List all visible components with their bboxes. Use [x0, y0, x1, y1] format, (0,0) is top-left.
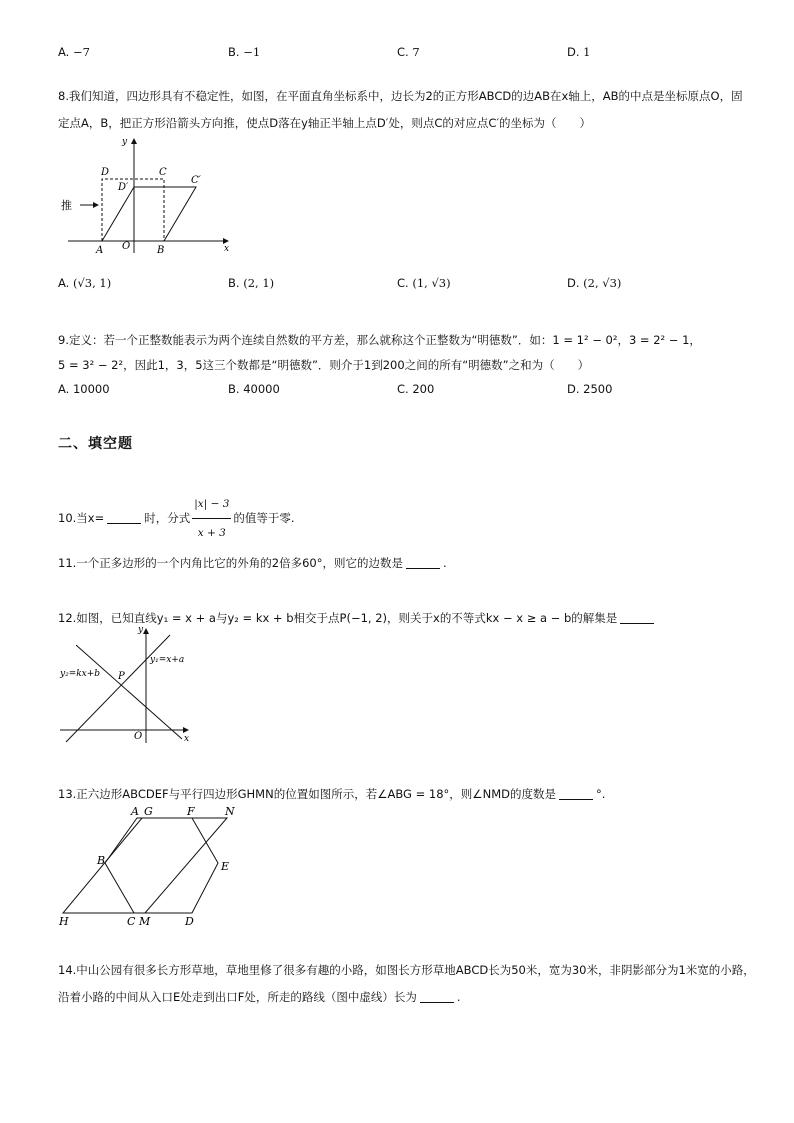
q13-figure [55, 803, 240, 928]
svg-text:F: F [187, 805, 195, 818]
q13-hexagon [105, 818, 218, 913]
svg-text:O: O [134, 731, 143, 742]
svg-text:N: N [225, 805, 235, 818]
q9-text-line1: 9.定义：若一个正整数能表示为两个连续自然数的平方差，那么就称这个正整数为“明德数”．如：1 = 1² − 0²，3 = 2² − 1， [58, 333, 701, 347]
q7-option-d[interactable]: D. 1 [567, 45, 591, 59]
q8-option-c[interactable]: C. (1, √3) [397, 276, 451, 290]
svg-text:B: B [97, 854, 106, 867]
svg-text:B: B [157, 245, 165, 256]
q12-line-y1 [66, 635, 170, 742]
q9-option-a[interactable]: A. 10000 [58, 382, 110, 396]
q9-option-b[interactable]: B. 40000 [228, 382, 280, 396]
q8-option-a[interactable]: A. (√3, 1) [58, 276, 112, 290]
q9-text-line2: 5 = 3² − 2²，因此1，3，5这三个数都是“明德数”．则介于1到200之间的所有“明德数”之和为（ ） [58, 358, 590, 372]
q11-answer-blank[interactable] [406, 556, 440, 569]
q10-fraction: $\frac{|x| - 3}{x + 3}$ [192, 490, 231, 547]
q13-text: 13.正六边形ABCDEF与平行四边形GHMN的位置如图所示，若∠ABG = 18°，则∠NMD的度数是 °. [58, 787, 606, 801]
q7-option-c[interactable]: C. 7 [397, 45, 420, 59]
svg-text:C: C [127, 915, 136, 928]
svg-text:C: C [159, 167, 167, 178]
svg-text:G: G [144, 805, 153, 818]
svg-text:y: y [122, 137, 128, 147]
svg-text:D: D [185, 915, 194, 928]
q12-figure [58, 625, 193, 745]
q7-option-a[interactable]: A. −7 [58, 45, 90, 59]
svg-text:y: y [138, 625, 144, 635]
q14-text-line1: 14.中山公园有很多长方形草地，草地里修了很多有趣的小路，如图长方形草地ABCD长为50米，宽为30米，非阴影部分为1米宽的小路， [58, 963, 755, 977]
svg-text:x: x [184, 734, 190, 744]
svg-text:M: M [139, 915, 151, 928]
section-heading: 二、填空题 [58, 436, 133, 452]
q8-figure [58, 133, 238, 261]
svg-text:y₁=x+a: y₁=x+a [150, 655, 185, 665]
q13-answer-blank[interactable] [559, 787, 593, 800]
q13-parallelogram [63, 818, 230, 913]
svg-text:D′: D′ [118, 182, 129, 193]
q10-text: 10.当x= 时，分式 $\frac{|x| - 3}{x + 3}$ 的值等于零. [58, 490, 295, 547]
q9-option-d[interactable]: D. 2500 [567, 382, 613, 396]
q14-answer-blank[interactable] [420, 990, 454, 1003]
svg-text:D: D [101, 167, 110, 178]
q10-answer-blank[interactable] [107, 511, 141, 524]
q8-push-label: 推 [61, 199, 72, 212]
svg-text:H: H [59, 915, 69, 928]
q8-parallelogram [102, 187, 196, 241]
q12-text: 12.如图，已知直线y₁ = x + a与y₂ = kx + b相交于点P(−1, 2)，则关于x的不等式kx − x ≥ a − b的解集是 [58, 610, 657, 626]
q11-text: 11.一个正多边形的一个内角比它的外角的2倍多60°，则它的边数是 . [58, 556, 447, 570]
q7-option-b[interactable]: B. −1 [228, 45, 261, 59]
q8-option-d[interactable]: D. (2, √3) [567, 276, 622, 290]
svg-text:P: P [118, 671, 125, 682]
svg-text:x: x [224, 244, 230, 254]
q12-answer-blank[interactable] [620, 611, 654, 624]
svg-text:A: A [131, 805, 139, 818]
q8-text-line1: 8.我们知道，四边形具有不稳定性，如图，在平面直角坐标系中，边长为2的正方形ABCD的边AB在x轴上，AB的中点是坐标原点O，固 [58, 89, 743, 103]
svg-text:y₂=kx+b: y₂=kx+b [60, 669, 101, 679]
svg-text:A: A [96, 245, 104, 256]
q8-text-line2: 定点A，B，把正方形沿箭头方向推，使点D落在y轴正半轴上点D′处，则点C的对应点C′的坐标为（ ） [58, 116, 592, 130]
q9-option-c[interactable]: C. 200 [397, 382, 435, 396]
svg-text:O: O [122, 241, 131, 252]
svg-text:C′: C′ [191, 175, 201, 186]
q14-text-line2: 沿着小路的中间从入口E处走到出口F处，所走的路线（图中虚线）长为 . [58, 990, 461, 1004]
q8-option-b[interactable]: B. (2, 1) [228, 276, 275, 290]
svg-text:E: E [221, 860, 230, 873]
